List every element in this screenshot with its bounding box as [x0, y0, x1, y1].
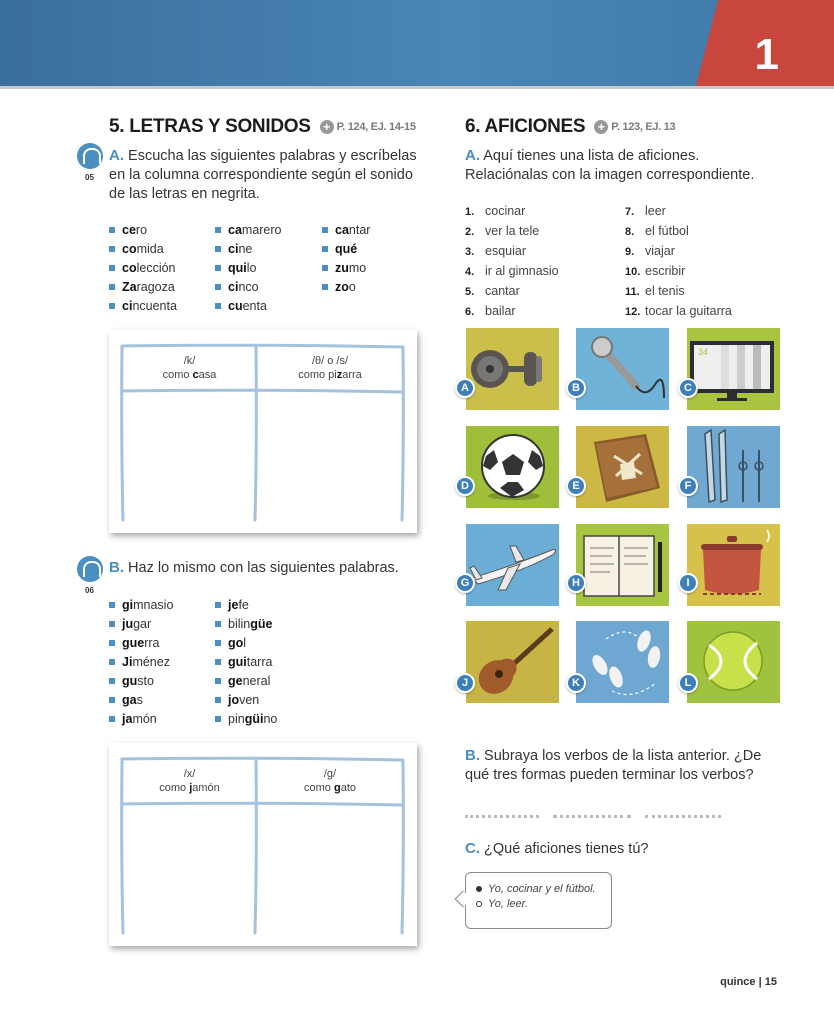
guitar-icon	[466, 621, 559, 703]
image-tile-g[interactable]	[466, 524, 559, 606]
word-column-2	[215, 596, 277, 729]
section5-a-instruction	[109, 146, 429, 204]
audio-track-05: 05	[85, 173, 94, 182]
badge-h: H	[566, 573, 586, 593]
hobby-list-1	[465, 202, 559, 322]
word-item: quilo	[215, 259, 282, 278]
notebook-icon	[576, 524, 669, 606]
word-item: guitarra	[215, 653, 277, 672]
section5-ref-text: P. 124, EJ. 14-15	[336, 120, 416, 133]
word-item: comida	[109, 240, 177, 259]
word-item: gas	[109, 691, 173, 710]
instruction-text: Subraya los verbos de la lista anterior. ¿De qué tres formas pueden terminar los verbos?	[465, 748, 762, 783]
table-a-col1-header	[123, 354, 256, 382]
answer-table-a	[109, 330, 417, 533]
image-tile-a[interactable]	[466, 328, 559, 410]
part-letter: A.	[109, 147, 124, 164]
part-letter: C.	[465, 840, 480, 857]
word-item: jamón	[109, 710, 173, 729]
word-item: zoo	[322, 278, 370, 297]
table-b-col1-header	[123, 767, 256, 795]
word-item: cine	[215, 240, 282, 259]
answer-table-b	[109, 743, 417, 946]
section6-b-instruction	[465, 746, 765, 785]
badge-l: L	[678, 673, 698, 693]
word-item: cincuenta	[109, 297, 177, 316]
part-letter: B.	[109, 559, 124, 576]
word-item: camarero	[215, 221, 282, 240]
cooking-pot-icon	[687, 524, 780, 606]
badge-g: G	[455, 573, 475, 593]
word-item: pingüino	[215, 710, 277, 729]
image-tile-l[interactable]	[687, 621, 780, 703]
example-answer-2: Yo, leer.	[476, 898, 528, 910]
word-item: gol	[215, 634, 277, 653]
badge-e: E	[566, 476, 586, 496]
image-tile-e[interactable]	[576, 426, 669, 508]
hobby-item: 1. cocinar	[465, 204, 526, 218]
hobby-item: 10. escribir	[625, 264, 686, 278]
word-item: cuenta	[215, 297, 282, 316]
image-tile-i[interactable]	[687, 524, 780, 606]
image-tile-f[interactable]	[687, 426, 780, 508]
word-item: gimnasio	[109, 596, 173, 615]
hobby-item: 4. ir al gimnasio	[465, 264, 559, 278]
example-answer-1: Yo, cocinar y el fútbol.	[476, 883, 596, 895]
word-item: jefe	[215, 596, 277, 615]
page-number: 15	[764, 976, 777, 988]
section6-a-instruction	[465, 146, 765, 185]
hobby-item: 3. esquiar	[465, 244, 526, 258]
hobby-item: 2. ver la tele	[465, 224, 540, 238]
section6-ref-text: P. 123, EJ. 13	[611, 120, 676, 133]
part-letter: A.	[465, 147, 480, 164]
skis-icon	[687, 426, 780, 508]
word-item: zumo	[322, 259, 370, 278]
word-item: cantar	[322, 221, 370, 240]
instruction-text: Escucha las siguientes palabras y escríbelas en la columna correspondiente según el sonido de las letras en negrita.	[109, 148, 417, 202]
section6-title: 6. AFICIONES	[465, 116, 586, 137]
badge-i: I	[678, 573, 698, 593]
badge-c: C	[678, 378, 698, 398]
image-tile-j[interactable]	[466, 621, 559, 703]
section5-ref[interactable]	[320, 120, 416, 134]
hobby-item: 6. bailar	[465, 304, 516, 318]
word-column-1	[109, 596, 173, 729]
image-tile-b[interactable]	[576, 328, 669, 410]
phoneme-example: como pizarra	[298, 369, 362, 381]
section6-c-instruction	[465, 839, 765, 859]
instruction-text: Haz lo mismo con las siguientes palabras.	[128, 560, 399, 576]
badge-f: F	[678, 476, 698, 496]
table-a-col2-header	[257, 354, 403, 382]
phoneme-example: como gato	[304, 782, 356, 794]
word-item: Zaragoza	[109, 278, 177, 297]
book-icon	[576, 426, 669, 508]
hobby-item: 12. tocar la guitarra	[625, 304, 732, 318]
television-icon	[687, 328, 780, 410]
word-column-2	[215, 221, 282, 316]
hobby-item: 8. el fútbol	[625, 224, 689, 238]
hobby-item: 7. leer	[625, 204, 666, 218]
answer-line-3[interactable]	[645, 815, 721, 818]
word-item: Jiménez	[109, 653, 173, 672]
phoneme-example: como casa	[162, 369, 217, 381]
phoneme-symbol: /θ/ o /s/	[311, 355, 349, 367]
phoneme-symbol: /x/	[183, 768, 196, 780]
section6-ref[interactable]	[594, 120, 675, 134]
word-column-1	[109, 221, 177, 316]
word-item: colección	[109, 259, 177, 278]
word-item: qué	[322, 240, 370, 259]
phoneme-symbol: /g/	[323, 768, 337, 780]
bullet-icon	[476, 886, 482, 892]
airplane-icon	[466, 524, 559, 606]
chapter-number: 1	[754, 30, 779, 79]
bullet-icon	[476, 901, 482, 907]
hobby-item: 11. el tenis	[625, 284, 685, 298]
answer-line-1[interactable]	[465, 815, 539, 818]
word-item: cero	[109, 221, 177, 240]
dance-steps-icon	[576, 621, 669, 703]
word-item: guerra	[109, 634, 173, 653]
hobby-list-2	[625, 202, 732, 322]
tv-channel: 34	[698, 347, 709, 357]
section5-title: 5. LETRAS Y SONIDOS	[109, 116, 311, 137]
tennis-ball-icon	[687, 621, 780, 703]
header-shadow	[0, 86, 834, 89]
headphones-icon[interactable]	[77, 556, 103, 582]
instruction-text: ¿Qué aficiones tienes tú?	[484, 841, 649, 857]
soccer-ball-icon	[466, 426, 559, 508]
microphone-icon	[576, 328, 669, 410]
image-tile-k[interactable]	[576, 621, 669, 703]
plus-icon: +	[594, 120, 608, 134]
page-footer: quince | 15	[720, 976, 777, 988]
section5-heading	[109, 116, 416, 138]
badge-k: K	[566, 673, 586, 693]
page-word: quince	[720, 976, 756, 988]
image-tile-d[interactable]	[466, 426, 559, 508]
section6-heading	[465, 116, 675, 138]
word-item: jugar	[109, 615, 173, 634]
badge-b: B	[566, 378, 586, 398]
hobby-item: 9. viajar	[625, 244, 675, 258]
word-item: gusto	[109, 672, 173, 691]
word-item: cinco	[215, 278, 282, 297]
image-tile-c[interactable]	[687, 328, 780, 410]
word-item: bilingüe	[215, 615, 277, 634]
plus-icon: +	[320, 120, 334, 134]
section5-b-instruction	[109, 558, 429, 578]
badge-j: J	[455, 673, 475, 693]
word-item: joven	[215, 691, 277, 710]
part-letter: B.	[465, 747, 480, 764]
audio-track-06: 06	[85, 586, 94, 595]
hobby-item: 5. cantar	[465, 284, 520, 298]
badge-d: D	[455, 476, 475, 496]
table-b-col2-header	[257, 767, 403, 795]
instruction-text: Aquí tienes una lista de aficiones. Relaciónalas con la imagen correspondiente.	[465, 148, 755, 183]
word-item: general	[215, 672, 277, 691]
word-column-3	[322, 221, 370, 297]
answer-line-2[interactable]	[553, 815, 631, 818]
phoneme-symbol: /k/	[183, 355, 196, 367]
phoneme-example: como jamón	[159, 782, 220, 794]
image-tile-h[interactable]	[576, 524, 669, 606]
badge-a: A	[455, 378, 475, 398]
headphones-icon[interactable]	[77, 143, 103, 169]
dumbbell-icon	[466, 328, 559, 410]
